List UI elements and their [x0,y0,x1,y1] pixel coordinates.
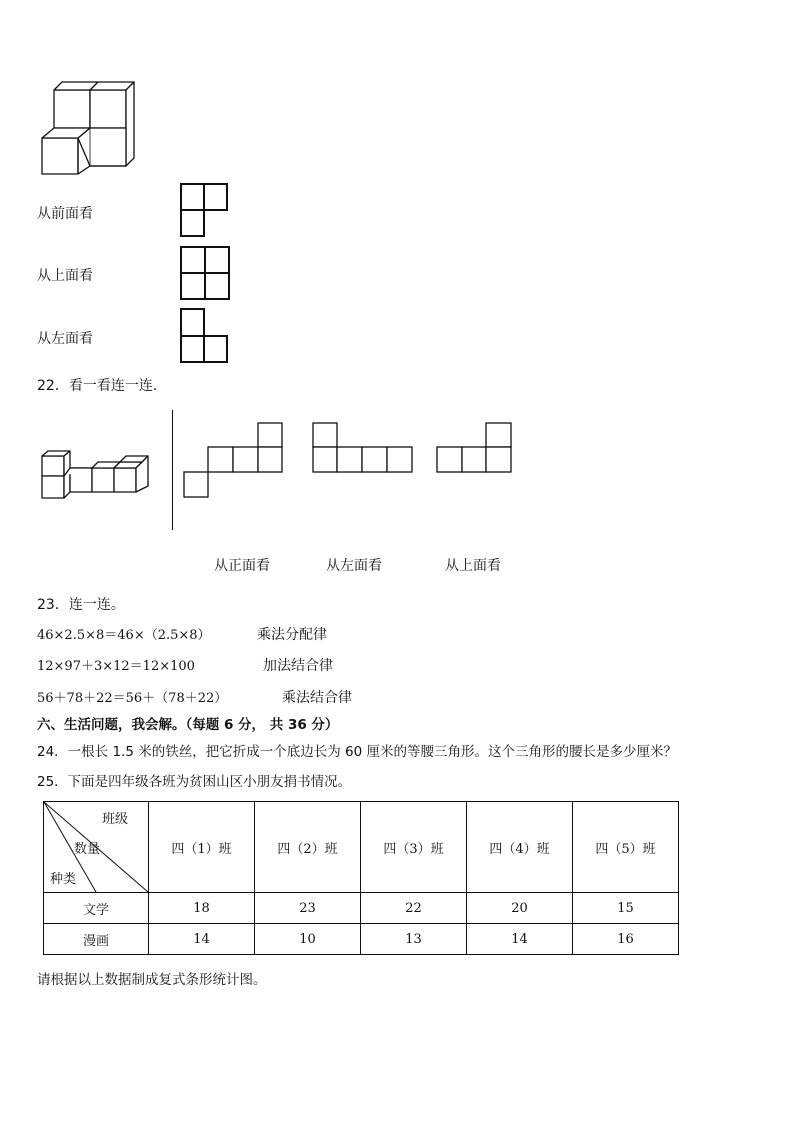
class-header: 四（1）班 [149,802,255,893]
table-cell: 23 [255,893,361,924]
equation-2: 12×97＋3×12＝12×100 [37,659,195,674]
table-cell: 15 [573,893,679,924]
table-corner-cell [44,802,149,893]
table-cell: 20 [467,893,573,924]
class-header: 四（4）班 [467,802,573,893]
table-cell: 14 [467,924,573,955]
corner-label-type: 种类 [50,872,77,887]
view-label-left: 从左面看 [37,331,93,347]
question-23: 23．连一连。 [37,597,125,613]
question-25-footer: 请根据以上数据制成复式条形统计图。 [37,972,267,988]
top-view-grid [180,246,232,302]
front-view-grid [180,183,232,239]
q22-label-front: 从正面看 [214,558,270,574]
row-label: 文学 [44,893,149,924]
corner-label-quantity: 数量 [74,842,101,857]
section-6-title: 六、生活问题，我会解。（每题 6 分， 共 36 分） [37,717,339,733]
corner-label-class: 班级 [102,812,129,827]
option-view-2 [312,422,416,476]
view-label-top: 从上面看 [37,268,93,284]
table-cell: 16 [573,924,679,955]
table-cell: 14 [149,924,255,955]
table-row [44,924,679,955]
view-label-front: 从前面看 [37,206,93,222]
cube-figure-1 [40,80,140,180]
option-view-3 [436,422,516,476]
row-label: 漫画 [44,924,149,955]
law-3: 乘法结合律 [282,690,352,706]
q22-label-left: 从左面看 [326,558,382,574]
table-row [44,893,679,924]
left-view-grid [180,308,232,366]
table-cell: 10 [255,924,361,955]
option-view-1 [183,422,285,500]
donation-table [43,801,679,955]
divider-line [172,410,173,530]
table-cell: 22 [361,893,467,924]
question-24: 24．一根长 1.5 米的铁丝，把它折成一个底边长为 60 厘米的等腰三角形。这个三角形的腰长是多少厘米？ [37,744,677,760]
q22-label-top: 从上面看 [445,558,501,574]
table-cell: 13 [361,924,467,955]
equation-3: 56＋78＋22＝56＋（78＋22） [37,691,228,706]
table-cell: 18 [149,893,255,924]
cube-figure-2 [40,450,160,510]
question-25: 25．下面是四年级各班为贫困山区小朋友捐书情况。 [37,774,352,790]
law-2: 加法结合律 [263,658,333,674]
class-header: 四（3）班 [361,802,467,893]
class-header: 四（2）班 [255,802,361,893]
question-22: 22．看一看连一连． [37,378,167,394]
class-header: 四（5）班 [573,802,679,893]
law-1: 乘法分配律 [257,627,327,643]
equation-1: 46×2.5×8＝46×（2.5×8） [37,628,211,643]
